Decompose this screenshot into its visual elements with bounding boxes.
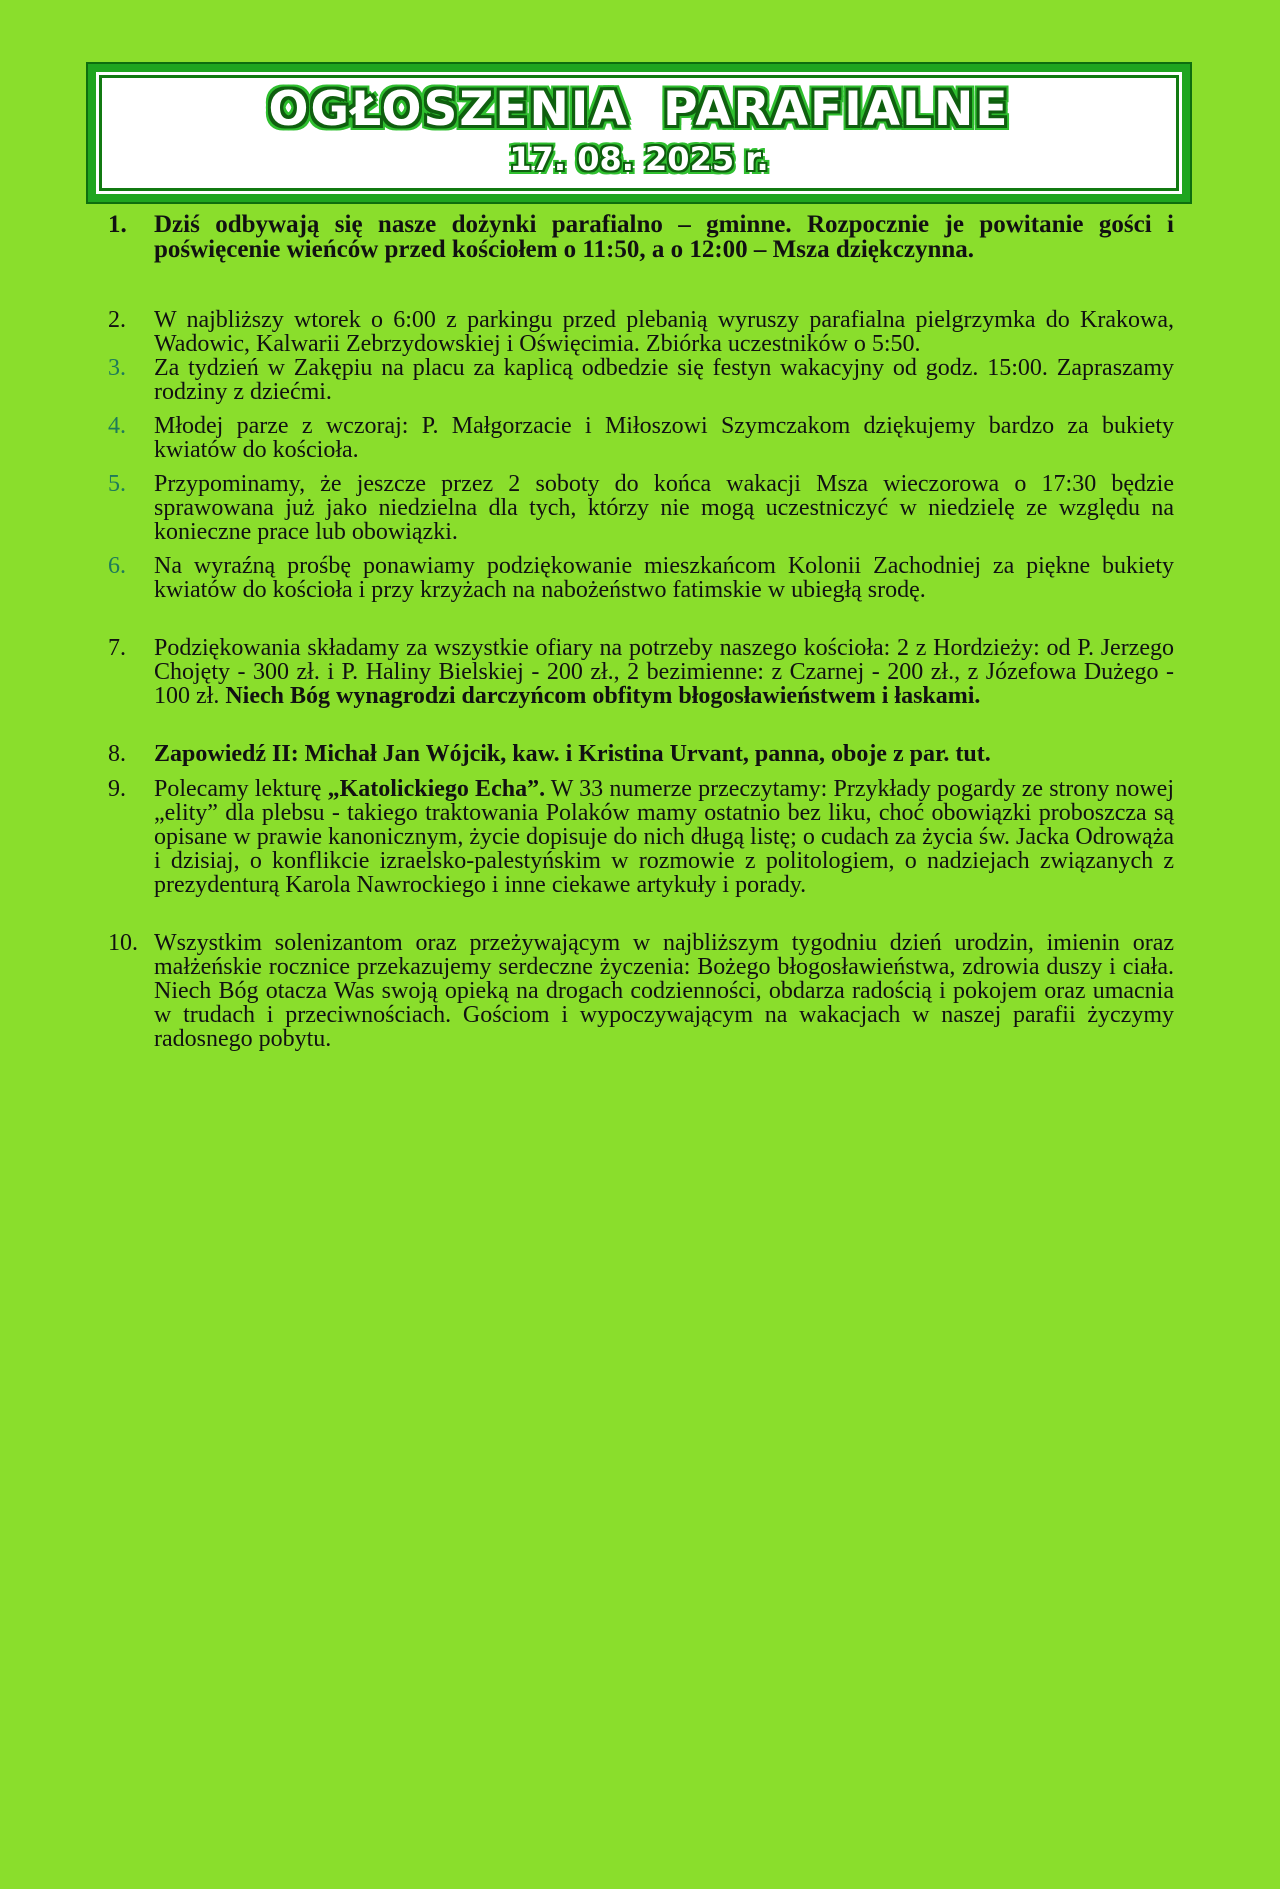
announcement-item-3 bbox=[96, 356, 1174, 414]
announcement-item-7 bbox=[96, 636, 1174, 742]
header-banner bbox=[88, 64, 1190, 202]
announcement-item-5 bbox=[96, 472, 1174, 554]
item-number: 5. bbox=[108, 471, 126, 497]
item-text: Zapowiedź II: Michał Jan Wójcik, kaw. i Kristina Urvant, panna, oboje z par. tut. bbox=[154, 741, 991, 767]
item-text: Podziękowania składamy za wszystkie ofiary na potrzeby naszego kościoła: 2 z Hordzieży: od P. Jerzego Chojęty - 300 zł. i P. Haliny Bielskiej - 200 zł., 2 bezimienne: z Czarnej - 200 zł., z Józefowa Dużego - 100 zł. bbox=[154, 635, 1174, 709]
item-text: W 33 numerze przeczytamy: Przykłady pogardy ze strony nowej „elity” dla plebsu - takiego traktowania Polaków mamy ostatnio bez liku, choć obowiązki proboszcza są opisane w prawie kanonicznym, życie dopisuje do nich długą listę; o cudach za życia św. Jacka Odrowąża i dzisiaj, o konflikcie izraelsko-palestyńskim w rozmowie z politologiem, o nadziejach związanych z prezydenturą Karola Nawrockiego i inne ciekawe artykuły i porady. bbox=[154, 776, 1175, 898]
announcement-item-2 bbox=[96, 308, 1174, 356]
announcement-date: 17. 08. 2025 r. bbox=[509, 140, 769, 178]
page-title: OGŁOSZENIA PARAFIALNE bbox=[268, 82, 1010, 137]
announcement-item-1 bbox=[96, 212, 1174, 308]
item-number: 2. bbox=[108, 307, 126, 333]
announcement-item-8 bbox=[96, 742, 1174, 777]
item-text-before: Polecamy lekturę bbox=[154, 776, 322, 802]
announcements-list bbox=[96, 212, 1174, 1061]
item-number: 1. bbox=[108, 211, 127, 238]
item-text: Na wyraźną prośbę ponawiamy podziękowanie mieszkańcom Kolonii Zachodniej za piękne bukiety kwiatów do kościoła i przy krzyżach na nabożeństwo fatimskie w ubiegłą srodę. bbox=[154, 553, 1174, 603]
item-bold-text: „Katolickiego Echa”. bbox=[327, 776, 546, 802]
item-number: 6. bbox=[108, 553, 126, 579]
item-number: 4. bbox=[108, 413, 126, 439]
item-number: 9. bbox=[108, 776, 126, 802]
announcement-item-9 bbox=[96, 777, 1174, 931]
announcement-item-6 bbox=[96, 554, 1174, 636]
announcement-item-4 bbox=[96, 414, 1174, 472]
item-number: 10. bbox=[108, 930, 138, 956]
item-text: Młodej parze z wczoraj: P. Małgorzacie i Miłoszowi Szymczakom dziękujemy bardzo za bukiety kwiatów do kościoła. bbox=[154, 413, 1174, 463]
item-text: Przypominamy, że jeszcze przez 2 soboty do końca wakacji Msza wieczorowa o 17:30 będzie sprawowana już jako niedzielna dla tych, którzy nie mogą uczestniczyć w niedzielę ze względu na konieczne prace lub obowiązki. bbox=[154, 471, 1174, 545]
item-text: W najbliższy wtorek o 6:00 z parkingu przed plebanią wyruszy parafialna pielgrzymka do Krakowa, Wadowic, Kalwarii Zebrzydowskiej i Oświęcimia. Zbiórka uczestników o 5:50. bbox=[154, 307, 1174, 357]
item-number: 8. bbox=[108, 741, 126, 767]
item-text: Za tydzień w Zakępiu na placu za kaplicą odbedzie się festyn wakacyjny od godz. 15:00. Zapraszamy rodziny z dziećmi. bbox=[154, 355, 1174, 405]
item-text: Wszystkim solenizantom oraz przeżywającym w najbliższym tygodniu dzień urodzin, imienin oraz małżeńskie rocznice przekazujemy serdeczne życzenia: Bożego błogosławieństwa, zdrowia duszy i ciała. Niech Bóg otacza Was swoją opieką na drogach codzienności, obdarza radością i pokojem oraz umacnia w trudach i przeciwnościach. Gościom i wypoczywającym na wakacjach w naszej parafii życzymy radosnego pobytu. bbox=[154, 930, 1174, 1052]
item-number: 7. bbox=[108, 635, 126, 661]
item-text: Dziś odbywają się nasze dożynki parafialno – gminne. Rozpocznie je powitanie gości i poświęcenie wieńców przed kościołem o 11:50, a o 12:00 – Msza dziękczynna. bbox=[154, 211, 1174, 263]
item-bold-text: Niech Bóg wynagrodzi darczyńcom obfitym błogosławieństwem i łaskami. bbox=[225, 683, 981, 709]
item-number: 3. bbox=[108, 355, 126, 381]
announcement-item-10 bbox=[96, 931, 1174, 1061]
